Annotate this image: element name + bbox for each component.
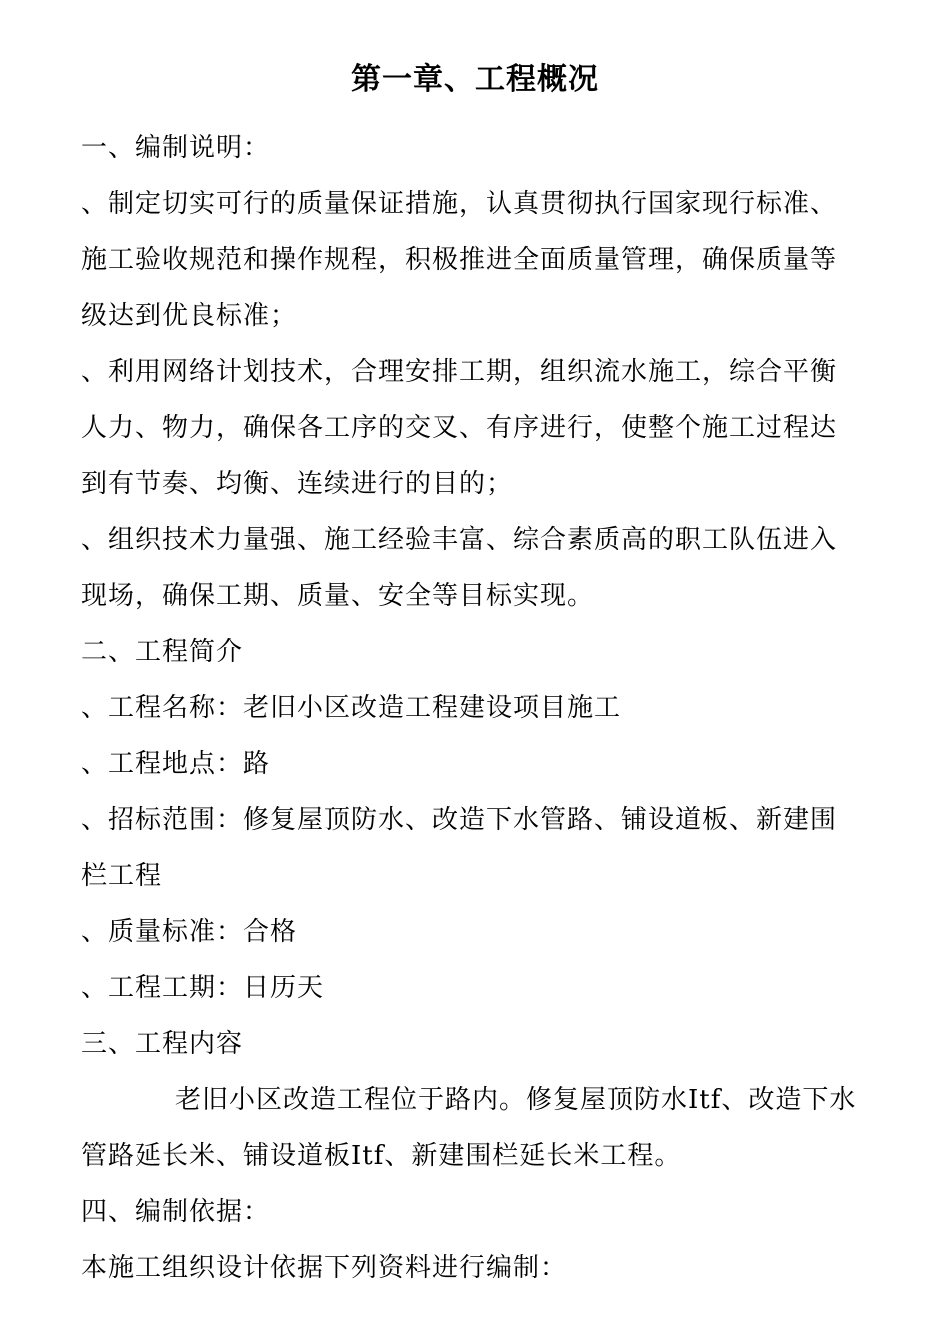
- section-heading: 二、工程简介: [81, 637, 244, 667]
- document-body: [81, 120, 861, 1296]
- section-paragraph: 老旧小区改造工程位于路内。修复屋顶防水Itf、改造下水管路延长米、铺设道板Itf、新建围栏延长米工程。: [81, 1085, 857, 1171]
- page-title: 第一章、工程概况: [351, 62, 599, 97]
- list-item: 、质量标准：合格: [81, 917, 298, 947]
- list-item: 、制定切实可行的质量保证措施，认真贯彻执行国家现行标准、施工验收规范和操作规程，积极推进全面质量管理，确保质量等级达到优良标准；: [81, 189, 838, 331]
- list-item: 、招标范围：修复屋顶防水、改造下水管路、铺设道板、新建围栏工程: [81, 805, 838, 891]
- section-heading: 一、编制说明：: [81, 133, 271, 163]
- section-paragraph: 本施工组织设计依据下列资料进行编制：: [81, 1253, 568, 1283]
- list-item: 、工程工期：日历天: [81, 973, 325, 1003]
- section-heading: 四、编制依据：: [81, 1197, 271, 1227]
- list-item: 、利用网络计划技术，合理安排工期，组织流水施工，综合平衡人力、物力，确保各工序的交叉、有序进行，使整个施工过程达到有节奏、均衡、连续进行的目的；: [81, 357, 838, 499]
- section-heading: 三、工程内容: [81, 1029, 244, 1059]
- list-item: 、组织技术力量强、施工经验丰富、综合素质高的职工队伍进入现场，确保工期、质量、安全等目标实现。: [81, 525, 838, 611]
- list-item: 、工程地点：路: [81, 749, 271, 779]
- list-item: 、工程名称：老旧小区改造工程建设项目施工: [81, 693, 622, 723]
